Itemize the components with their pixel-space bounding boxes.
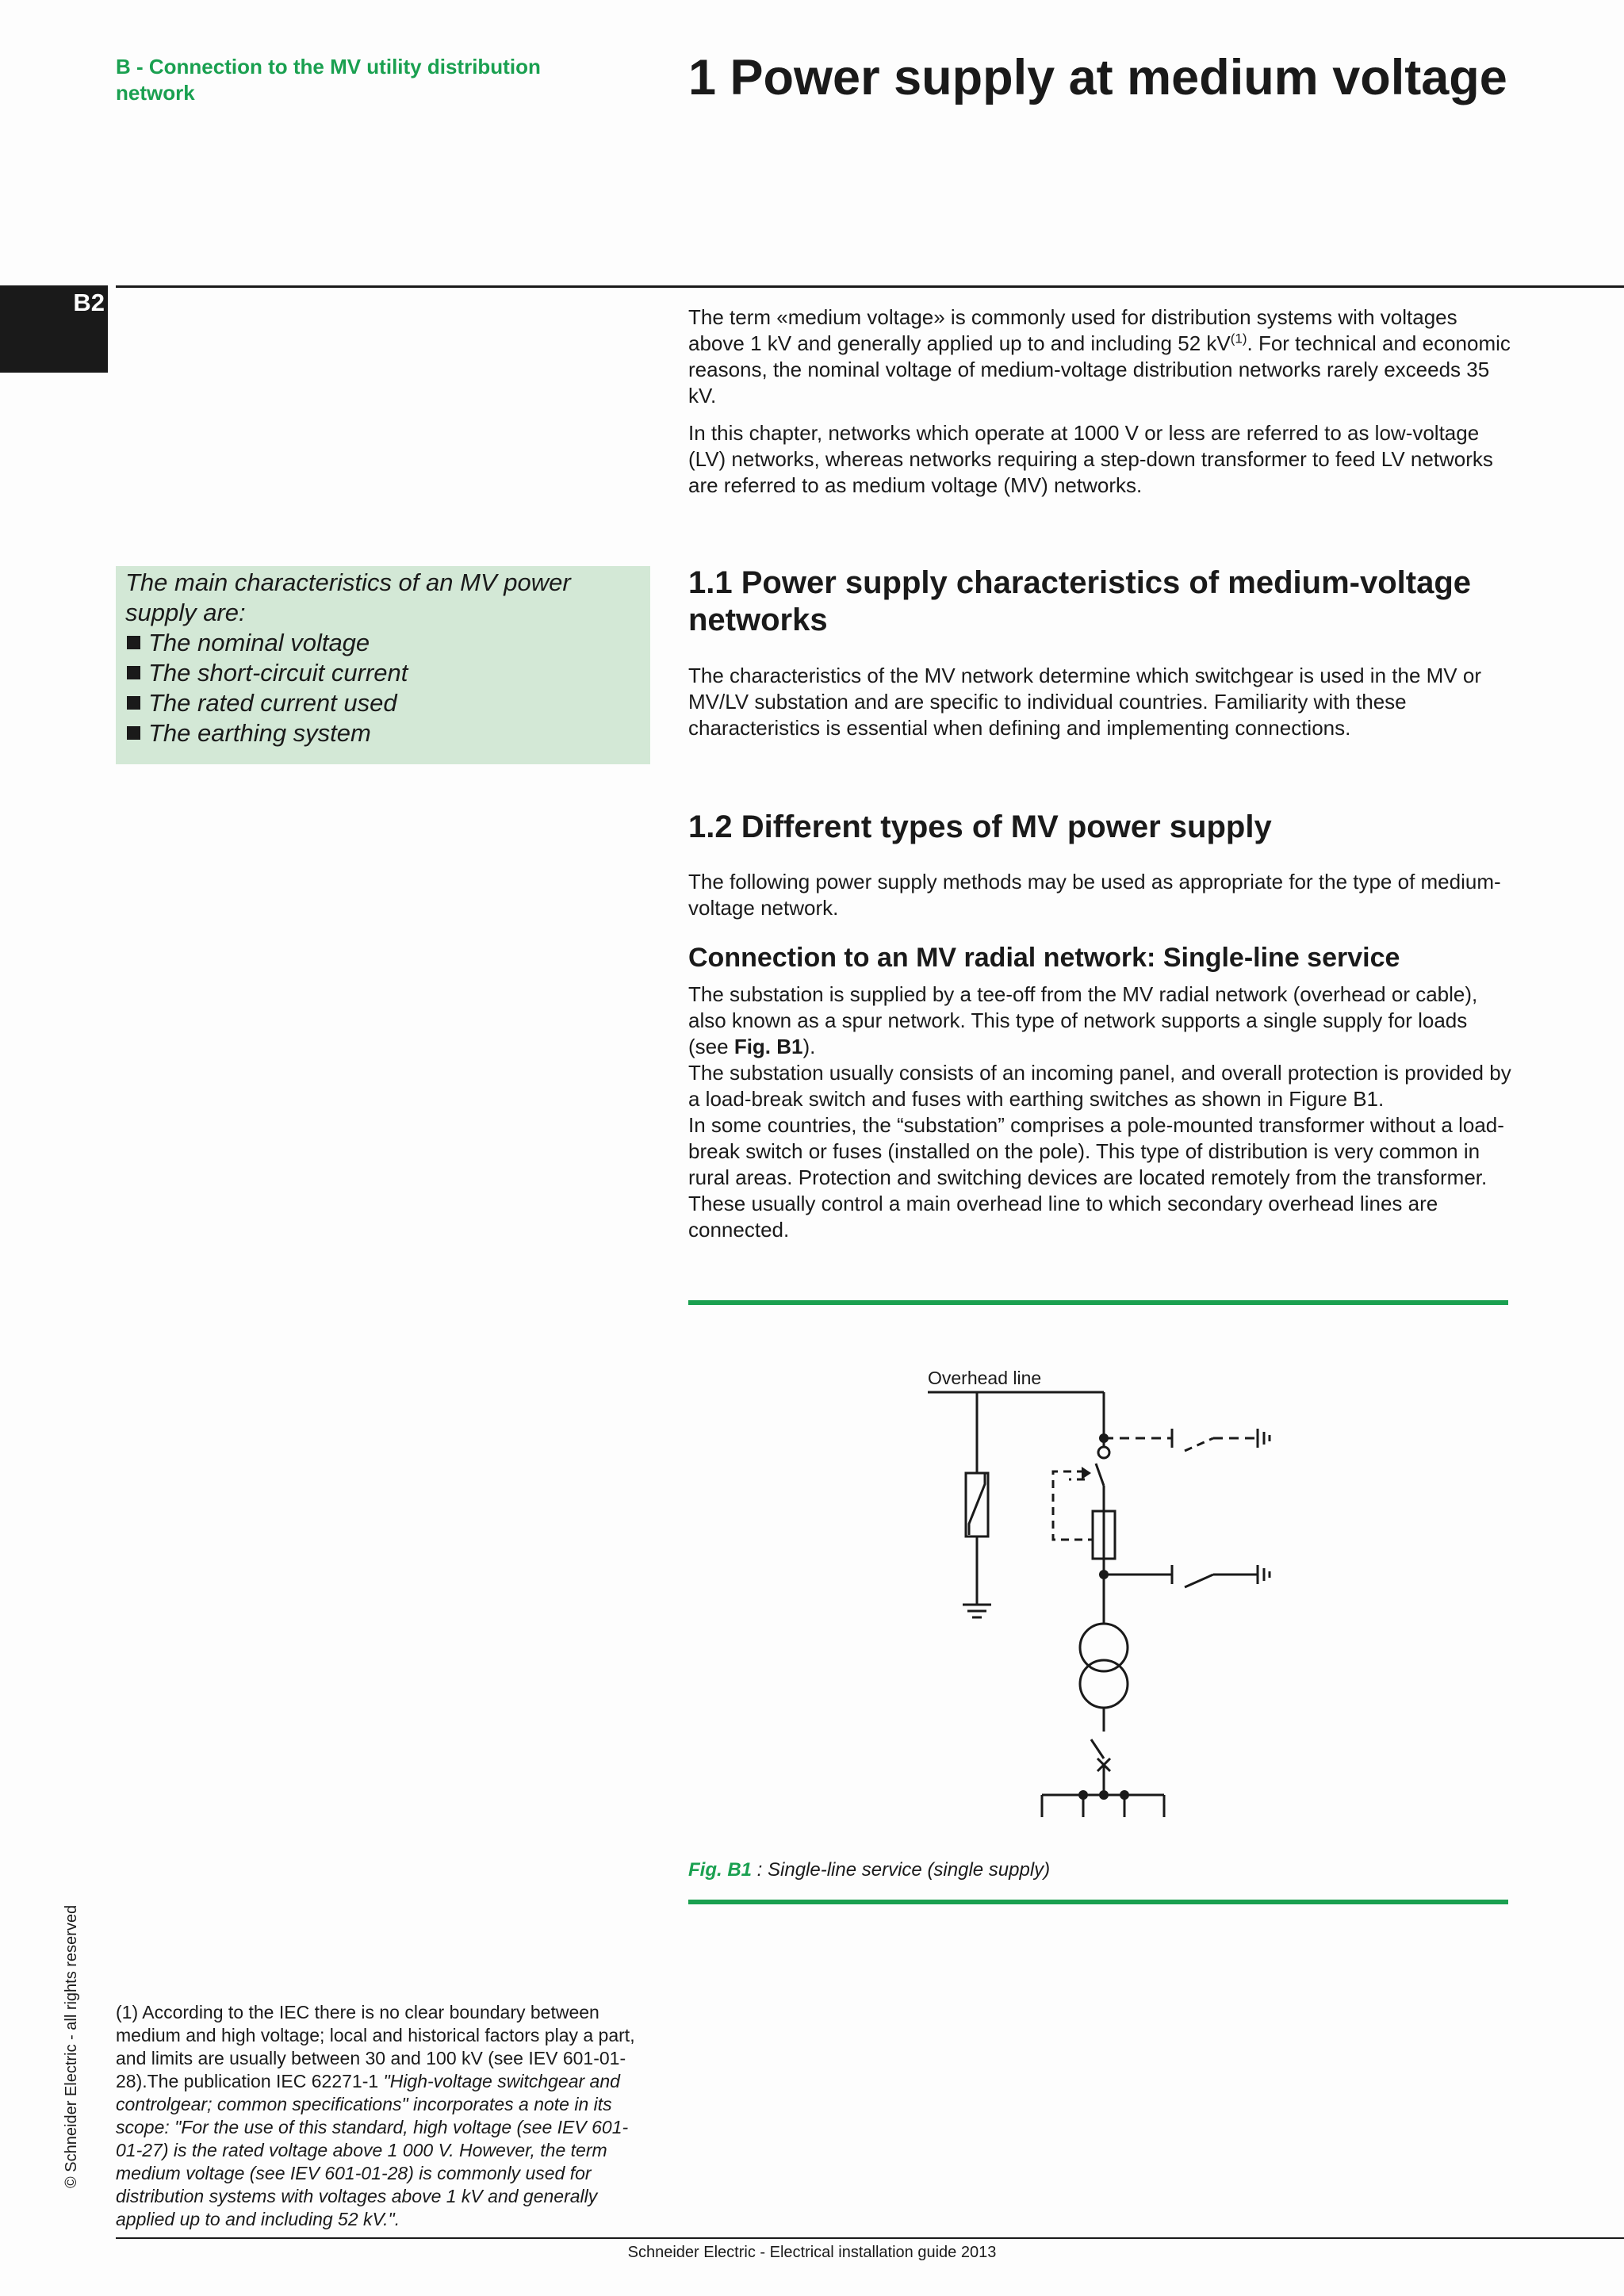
bullet-icon [127, 726, 140, 740]
page-number: B2 [73, 289, 105, 316]
summary-item [125, 628, 641, 658]
arrow-icon [1082, 1467, 1091, 1479]
junction-dot [1099, 1433, 1109, 1443]
summary-item-label: The short-circuit current [148, 659, 408, 687]
intro-paragraph-1 [688, 304, 1513, 409]
figure-bottom-rule [688, 1900, 1508, 1904]
intro-paragraph-2: In this chapter, networks which operate at 1000 V or less are referred to as low-voltage (LV) networks, whereas networks requiring a step-down transformer to feed LV networks are referred to as medium voltage (MV) networks. [688, 421, 1493, 497]
chapter-title: 1 Power supply at medium voltage [688, 50, 1507, 105]
transformer-icon [1080, 1624, 1128, 1708]
subsection-paragraph-2: The substation usually consists of an incoming panel, and overall protection is provided by a load-break switch and fuses with earthing switches as shown in Figure B1. [688, 1061, 1511, 1111]
summary-item [125, 658, 641, 688]
intro-text-b: . For technical and economic reasons, the nominal voltage of medium-voltage distribution networks rarely exceeds 35 kV. [688, 331, 1511, 408]
surge-arrester-icon [963, 1392, 991, 1617]
junction-dot [1120, 1790, 1129, 1800]
load-break-switch-icon [1096, 1438, 1109, 1511]
footnote-quote: "High-voltage switchgear and controlgear; common specifications" incorporates a note in its scope: "For the use of this standard, high voltage (see IEV 601-01-27) is the rated voltage above 1 000 V. However, the term medium voltage (see IEV 601-01-28) is commonly used for distribution systems with voltages above 1 kV and generally applied up to and including 52 kV.". [116, 2071, 629, 2229]
page-tab [0, 285, 108, 373]
single-line-diagram [688, 1305, 1508, 1828]
summary-item [125, 718, 641, 748]
figure-caption [688, 1858, 1508, 1882]
junction-dot [1099, 1790, 1109, 1800]
footnote-text: (1) According to the IEC there is no clear boundary between medium and high voltage; local and historical factors play a part, and limits are usually between 30 and 100 kV (see IEV 601-01-28).The publication IEC 62271-1 [116, 2002, 635, 2091]
fuse-striker-linkage [1053, 1471, 1093, 1540]
figure-number: Fig. B1 [688, 1859, 753, 1881]
summary-item-label: The earthing system [148, 719, 371, 747]
copyright-notice: © Schneider Electric - all rights reserved [63, 1904, 80, 2188]
footer-text: Schneider Electric - Electrical installation guide 2013 [627, 2244, 997, 2261]
earthing-switch-bottom-icon [1104, 1565, 1270, 1587]
subsection-text: The substation is supplied by a tee-off from the MV radial network (overhead or cable), also known as a spur network. This type of network supports a single supply for loads (see [688, 982, 1478, 1058]
summary-box [116, 566, 650, 764]
subsection-paragraph-1 [688, 982, 1513, 1060]
lv-switch-icon [1091, 1708, 1110, 1795]
overhead-line-label: Overhead line [928, 1368, 1042, 1388]
section-1-1-text: The characteristics of the MV network determine which switchgear is used in the MV or MV/LV substation and are specific to individual countries. Familiarity with these characteristics is essential when defining and implementing connections. [688, 664, 1481, 740]
summary-item [125, 688, 641, 718]
section-1-2-text: The following power supply methods may be used as appropriate for the type of medium-voltage network. [688, 870, 1501, 920]
figure-reference: Fig. B1 [733, 1035, 803, 1058]
junction-dot [1099, 1570, 1109, 1579]
subsection-title: Connection to an MV radial network: Single-line service [688, 943, 1400, 973]
footnote-ref: (1) [1230, 331, 1247, 346]
subsection-text: ). [802, 1035, 816, 1058]
subsection-body [688, 982, 1513, 1243]
section-label: B - Connection to the MV utility distribution network [116, 55, 541, 105]
summary-item-label: The nominal voltage [148, 629, 370, 656]
fuse-icon [1093, 1511, 1115, 1575]
summary-intro: The main characteristics of an MV power supply are: [125, 568, 571, 626]
footnote [116, 2001, 647, 2231]
footer-rule [116, 2237, 1624, 2239]
figure-caption-text: : Single-line service (single supply) [752, 1859, 1051, 1881]
section-1-1-title: 1.1 Power supply characteristics of medium-voltage networks [688, 565, 1471, 637]
header-rule [116, 285, 1624, 288]
bullet-icon [127, 636, 140, 649]
subsection-paragraph-3: In some countries, the “substation” comprises a pole-mounted transformer without a load-break switch or fuses (installed on the pole). This type of distribution is very common in rural areas. Protection and switching devices are located remotely from the transformer. These usually control a main overhead line to which secondary overhead lines are connected. [688, 1113, 1504, 1242]
earthing-switch-top-icon [1104, 1429, 1270, 1451]
section-1-2-title: 1.2 Different types of MV power supply [688, 809, 1272, 844]
junction-dot [1078, 1790, 1088, 1800]
intro-text-a: The term «medium voltage» is commonly used for distribution systems with voltages above 1 kV and generally applied up to and including 52 kV [688, 305, 1457, 355]
bullet-icon [127, 666, 140, 679]
summary-item-label: The rated current used [148, 689, 397, 717]
bullet-icon [127, 696, 140, 710]
